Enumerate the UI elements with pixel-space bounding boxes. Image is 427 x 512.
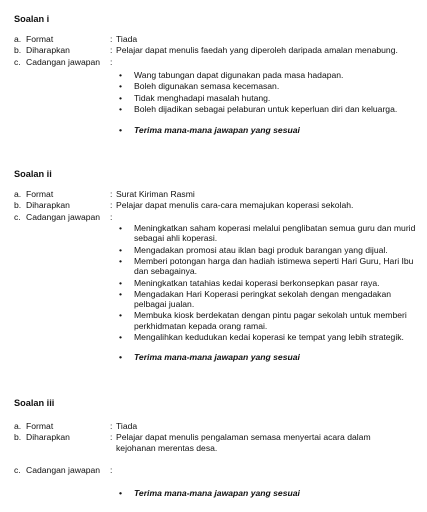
colon: : bbox=[110, 34, 113, 45]
row-key: Format bbox=[26, 421, 54, 432]
colon: : bbox=[110, 45, 113, 56]
row-cadangan bbox=[14, 212, 420, 222]
bullet-item bbox=[14, 310, 420, 331]
row-key: Cadangan jawapan bbox=[26, 56, 101, 67]
section-soalan-i bbox=[14, 14, 420, 136]
row-diharapkan bbox=[14, 45, 420, 55]
bullet-icon: • bbox=[119, 352, 123, 363]
row-cadangan bbox=[14, 57, 420, 67]
bullet-item bbox=[14, 93, 420, 103]
row-value: Tiada bbox=[116, 421, 138, 432]
colon: : bbox=[110, 200, 113, 211]
bullet-text: Tidak menghadapi masalah hutang. bbox=[134, 92, 271, 103]
footer-text: Terima mana-mana jawapan yang sesuai bbox=[134, 352, 300, 363]
bullet-icon: • bbox=[119, 125, 123, 136]
bullet-text: Meningkatkan saham koperasi melalui penglibatan semua guru dan murid sebagai ahli koperasi. bbox=[134, 222, 416, 244]
row-format bbox=[14, 34, 420, 44]
bullet-icon: • bbox=[119, 288, 123, 299]
answer-bullets bbox=[14, 223, 420, 342]
colon: : bbox=[110, 432, 113, 443]
answer-bullets bbox=[14, 70, 420, 114]
bullet-text: Wang tabungan dapat digunakan pada masa hadapan. bbox=[134, 69, 344, 80]
bullet-item bbox=[14, 104, 420, 114]
row-value: Surat Kiriman Rasmi bbox=[116, 189, 195, 200]
row-label: b. bbox=[14, 45, 22, 56]
section-title: Soalan i bbox=[14, 14, 50, 24]
bullet-icon: • bbox=[119, 488, 123, 499]
bullet-text: Mengadakan Hari Koperasi peringkat sekolah dengan mengadakan pelbagai jualan. bbox=[134, 288, 392, 310]
row-value: Pelajar dapat menulis pengalaman semasa menyertai acara dalam kejohanan merentas desa. bbox=[116, 432, 371, 453]
colon: : bbox=[110, 189, 113, 200]
bullet-item bbox=[14, 223, 420, 244]
row-format bbox=[14, 421, 420, 431]
row-format bbox=[14, 189, 420, 199]
section-title: Soalan iii bbox=[14, 398, 55, 408]
row-label: a. bbox=[14, 189, 22, 200]
section-title: Soalan ii bbox=[14, 169, 52, 179]
row-key: Format bbox=[26, 189, 54, 200]
bullet-item bbox=[14, 256, 420, 277]
bullet-text: Memberi potongan harga dan hadiah istimewa seperti Hari Guru, Hari Ibu dan sebagainya. bbox=[134, 255, 414, 277]
bullet-text: Membuka kiosk berdekatan dengan pintu pagar sekolah untuk memberi perkhidmatan kepada orang ramai. bbox=[134, 310, 407, 331]
bullet-item bbox=[14, 289, 420, 310]
bullet-icon: • bbox=[119, 244, 123, 255]
bullet-text: Mengadakan promosi atau iklan bagi produk barangan yang dijual. bbox=[134, 244, 388, 255]
row-key: Diharapkan bbox=[26, 200, 70, 211]
footer-text: Terima mana-mana jawapan yang sesuai bbox=[134, 125, 300, 136]
row-key: Format bbox=[26, 34, 54, 45]
bullet-icon: • bbox=[119, 310, 123, 321]
bullet-icon: • bbox=[119, 81, 123, 92]
row-value: Pelajar dapat menulis cara-cara memajukan koperasi sekolah. bbox=[116, 200, 354, 211]
bullet-icon: • bbox=[119, 103, 123, 114]
row-key: Diharapkan bbox=[26, 45, 70, 56]
row-label: a. bbox=[14, 34, 22, 45]
row-label: b. bbox=[14, 432, 22, 443]
row-value: Pelajar dapat menulis faedah yang diperoleh daripada amalan menabung. bbox=[116, 45, 398, 56]
bullet-item bbox=[14, 332, 420, 342]
accept-any-note bbox=[14, 125, 420, 135]
colon: : bbox=[110, 421, 113, 432]
accept-any-note bbox=[14, 352, 420, 362]
bullet-text: Boleh dijadikan sebagai pelaburan untuk keperluan diri dan keluarga. bbox=[134, 103, 398, 114]
bullet-icon: • bbox=[119, 222, 123, 233]
bullet-text: Meningkatkan tatahias kedai koperasi berkonsepkan pasar raya. bbox=[134, 277, 380, 288]
bullet-icon: • bbox=[119, 277, 123, 288]
row-label: c. bbox=[14, 464, 21, 475]
row-key: Cadangan jawapan bbox=[26, 211, 101, 222]
row-label: b. bbox=[14, 200, 22, 211]
row-key: Cadangan jawapan bbox=[26, 464, 101, 475]
row-key: Diharapkan bbox=[26, 432, 70, 443]
colon: : bbox=[110, 464, 113, 475]
row-cadangan bbox=[14, 465, 420, 475]
row-label: a. bbox=[14, 421, 22, 432]
colon: : bbox=[110, 56, 113, 67]
row-label: c. bbox=[14, 211, 21, 222]
bullet-icon: • bbox=[119, 332, 123, 343]
bullet-icon: • bbox=[119, 69, 123, 80]
bullet-icon: • bbox=[119, 92, 123, 103]
row-label: c. bbox=[14, 56, 21, 67]
bullet-icon: • bbox=[119, 255, 123, 266]
section-soalan-ii bbox=[14, 169, 420, 363]
bullet-item bbox=[14, 81, 420, 91]
bullet-text: Mengalihkan kedudukan kedai koperasi ke tempat yang lebih strategik. bbox=[134, 332, 404, 343]
footer-text: Terima mana-mana jawapan yang sesuai bbox=[134, 488, 300, 499]
colon: : bbox=[110, 211, 113, 222]
section-soalan-iii bbox=[14, 398, 420, 499]
row-diharapkan bbox=[14, 432, 420, 453]
bullet-item bbox=[14, 245, 420, 255]
bullet-item bbox=[14, 278, 420, 288]
row-value: Tiada bbox=[116, 34, 138, 45]
bullet-item bbox=[14, 70, 420, 80]
accept-any-note bbox=[14, 488, 420, 498]
row-diharapkan bbox=[14, 200, 420, 210]
bullet-text: Boleh digunakan semasa kecemasan. bbox=[134, 81, 280, 92]
